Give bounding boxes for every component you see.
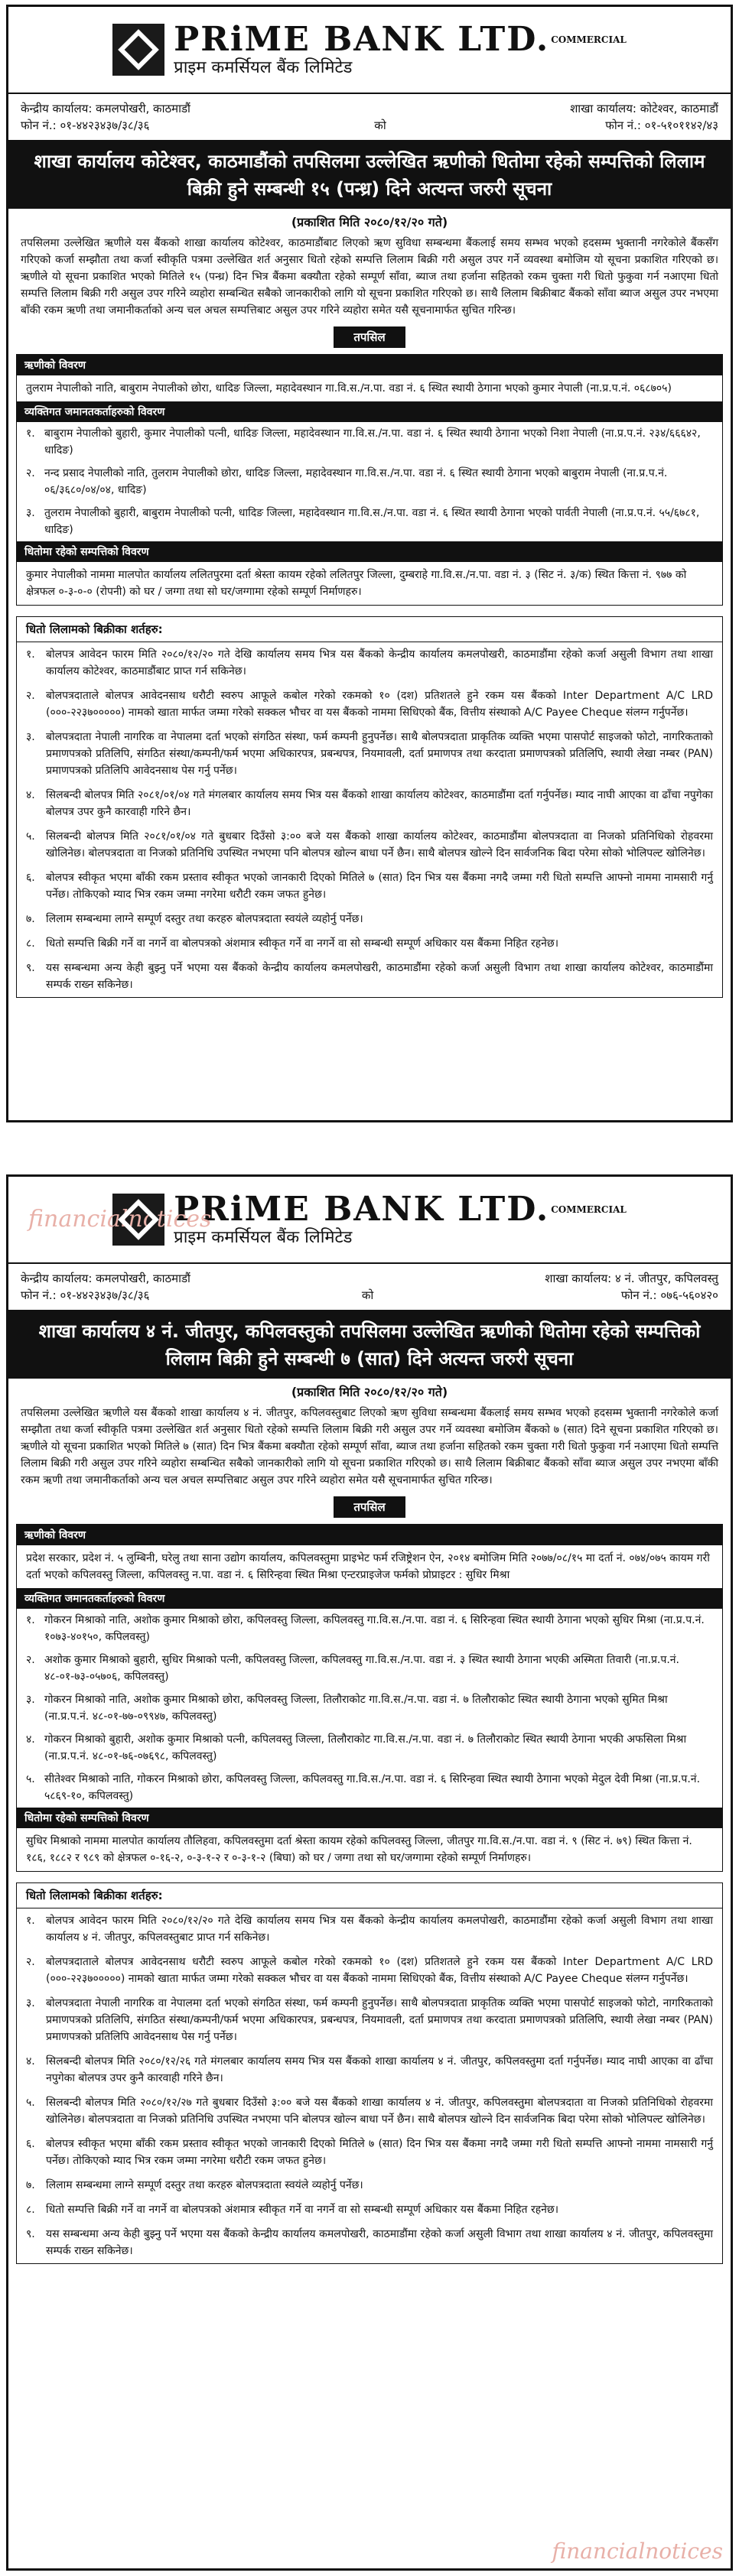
collateral-head: धितोमा रहेको सम्पत्तिको विवरण: [17, 541, 722, 562]
condition-item: ७. लिलाम सम्बन्धमा लाग्ने सम्पूर्ण दस्तुर तथा करहरु बोलपत्रदाता स्वयंले व्यहोर्नु पर्नेछ।: [26, 2179, 363, 2191]
condition-item: १. बोलपत्र आवेदन फारम मिति २०८०/१२/२० गते देखि कार्यालय समय भित्र यस बैंकको केन्द्रीय कार्यालय कमलपोखरी, काठमाडौंमा रहेको कर्जा असुली विभाग तथा शाखा कार्यालय ४ नं. जीतपुर, कपिलवस्तुबाट प्राप्त गर्न सकिनेछ।: [26, 1915, 713, 1944]
notice-intro: तपसिलमा उल्लेखित ऋणीले यस बैंकको शाखा कार्यालय कोटेश्वर, काठमाडौंबाट लिएको ऋण सुविधा सम्बन्धमा बैंकलाई समय सम्भव भएको हदसम्म भुक्तानी नगरेकोले बैंकसँग गरिएको कर्जा सम्झौता तथा कर्जा स्वीकृति पत्रमा उल्लेखित शर्त अनुसार धितो रहेको सम्पत्ति लिलाम बिक्री गरी असुल उपर गर्ने व्यवस्था बमोजिम यो सूचना प्रकाशित गरिएको छ। ऋणीले यो सूचना प्रकाशित भएको मितिले १५ (पन्ध्र) दिन भित्र बैंकमा बक्यौता रहेको सम्पूर्ण साँवा, ब्याज तथा हर्जाना सहितको रकम चुक्ता गरी धितो फुकुवा गर्न नआएमा धितो सम्पत्ति लिलाम बिक्री गरी असुल उपर गरिने व्यहोरा सम्बन्धित सबैको जानकारीको लागि यो सूचना प्रकाशित गरिएको छ। साथै लिलाम बिक्रीबाट बैंकको साँवा ब्याज असुल उपर नभएमा बाँकी रकम ऋणी तथा जमानीकर्ताको अन्य चल अचल सम्पत्तिबाट असुल उपर गरिने व्यहोरा समेत यसै सूचनामार्फत सुचित गरिन्छ।: [21, 237, 718, 317]
guarantor-item: २. अशोक कुमार मिश्राको बुहारी, सुधिर मिश्राको पत्नी, कपिलवस्तु जिल्ला, कपिलवस्तु गा.वि.स./न.पा. वडा नं. ३ स्थित स्थायी ठेगाना भएकी अस्मिता तिवारी (ना.प्र.प.नं. ४८-०१-७३-०५७०६, कपिलवस्तु): [26, 1654, 679, 1683]
notice-title: शाखा कार्यालय कोटेश्वर, काठमाडौंको तपसिलमा उल्लेखित ऋणीको धितोमा रहेको सम्पत्तिको लिलाम बिक्री हुने सम्बन्धी १५ (पन्ध्र) दिने अत्यन्त जरुरी सूचना: [8, 141, 731, 209]
condition-item: ८. धितो सम्पत्ति बिक्री गर्ने वा नगर्ने वा बोलपत्रको अंशमात्र स्वीकृत गर्ने वा नगर्ने वा सो सम्बन्धी सम्पूर्ण अधिकार यस बैंकमा निहित रहनेछ।: [26, 2204, 559, 2216]
central-office-address: केन्द्रीय कार्यालय: कमलपोखरी, काठमाडौं फोन नं.: ०१-४४२३४३७/३८/३६: [21, 1272, 190, 1302]
debtor-head: ऋणीको विवरण: [17, 355, 722, 375]
notice-title: शाखा कार्यालय ४ नं. जीतपुर, कपिलवस्तुको तपसिलमा उल्लेखित ऋणीको धितोमा रहेको सम्पत्तिको लिलाम बिक्री हुने सम्बन्धी ७ (सात) दिने अत्यन्त जरुरी सूचना: [8, 1311, 731, 1379]
guarantor-item: ४. गोकरन मिश्राको बुहारी, अशोक कुमार मिश्राको पत्नी, कपिलवस्तु जिल्ला, तिलौराकोट गा.वि.स./न.पा. वडा नं. ७ तिलौराकोट स्थित स्थायी ठेगाना भएकी अफसिला मिश्रा (ना.प्र.प.नं. ४८-०१-७६-०७६९८, कपिलवस्तु): [26, 1733, 687, 1762]
footer-watermark: financialnotices: [552, 2539, 723, 2564]
condition-item: ९. यस सम्बन्धमा अन्य केही बुझ्नु पर्ने भएमा यस बैंकको केन्द्रीय कार्यालय कमलपोखरी, काठमाडौंमा रहेको कर्जा असुली विभाग तथा शाखा कार्यालय ४ नं. जीतपुर, कपिलवस्तुमा सम्पर्क राख्न सकिनेछ।: [26, 2228, 713, 2257]
condition-item: ५. सिलबन्दी बोलपत्र मिति २०८१/०१/०४ गते बुधबार दिउँसो ३:०० बजे यस बैंकको शाखा कार्यालय कोटेश्वर, काठमाडौंमा बोलपत्रदाता वा निजको प्रतिनिधिको रोहवरमा खोलिनेछ। बोलपत्रदाता वा निजको प्रतिनिधि उपस्थित नभएमा पनि बोलपत्र खोल्न बाधा पर्ने छैन। साथै बोलपत्र खोल्ने दिन सार्वजनिक बिदा परेमा सोको भोलिपल्ट खोलिनेछ।: [26, 830, 713, 859]
auction-conditions: [16, 1882, 723, 2264]
guarantor-item: ३. तुलराम नेपालीको बुहारी, बाबुराम नेपालीको पत्नी, धादिङ जिल्ला, महादेवस्थान गा.वि.स./न.पा. वडा नं. ६ स्थित स्थायी ठेगाना भएको पार्वती नेपाली (ना.प्र.प.नं. ५५/६७८१, धादिङ): [26, 507, 700, 536]
guarantor-item: १. गोकरन मिश्राको नाति, अशोक कुमार मिश्राको छोरा, कपिलवस्तु जिल्ला, कपिलवस्तु गा.वि.स./न.पा. वडा नं. ६ सिरिन्हवा स्थित स्थायी ठेगाना भएको सुधिर मिश्रा (ना.प्र.प.नं. १०७३-४०१५०, कपिलवस्तु): [26, 1614, 705, 1643]
condition-item: ३. बोलपत्रदाता नेपाली नागरिक वा नेपालमा दर्ता भएको संगठित संस्था, फर्म कम्पनी हुनुपर्नेछ। साथै बोलपत्रदाता प्राकृतिक व्यक्ति भएमा पासपोर्ट साइजको फोटो, नागरिकताको प्रमाणपत्रको प्रतिलिपि, संगठित संस्था/कम्पनी/फर्म भएमा अधिकारपत्र, प्रबन्धपत्र, नियमावली, दर्ता प्रमाणपत्र तथा करदाता प्रमाणपत्रको प्रतिलिपि, स्थायी लेखा नम्बर (PAN) प्रमाणपत्रको प्रतिलिपि आवेदनसाथ पेस गर्नु पर्नेछ।: [26, 731, 713, 777]
guarantor-item: २. नन्द प्रसाद नेपालीको नाति, तुलराम नेपालीको छोरा, धादिङ जिल्ला, महादेवस्थान गा.वि.स./न.पा. वडा नं. ६ स्थित स्थायी ठेगाना भएको बाबुराम नेपाली (ना.प्र.प.नं. ०६/३६८०/०४/०४, धादिङ): [26, 467, 668, 496]
collateral-body: कुमार नेपालीको नाममा मालपोत कार्यालय ललितपुरमा दर्ता श्रेस्ता कायम रहेको ललितपुर जिल्ला, दुम्बराहे गा.वि.स./न.पा. वडा नं. ३ (सिट नं. ३/क) स्थित कित्ता नं. ९७७ को क्षेत्रफल ०-३-०-० (रोपनी) को घर / जग्गा तथा सो घर/जग्गामा रहेको सम्पूर्ण निर्माणहरु।: [26, 569, 687, 598]
debtor-details: [16, 1524, 723, 1872]
address-row: [8, 1264, 731, 1311]
condition-item: ३. बोलपत्रदाता नेपाली नागरिक वा नेपालमा दर्ता भएको संगठित संस्था, फर्म कम्पनी हुनुपर्नेछ। साथै बोलपत्रदाता प्राकृतिक व्यक्ति भएमा पासपोर्ट साइजको फोटो, नागरिकताको प्रमाणपत्रको प्रतिलिपि, संगठित संस्था/कम्पनी/फर्म भएमा अधिकारपत्र, प्रबन्धपत्र, नियमावली, दर्ता प्रमाणपत्र तथा करदाता प्रमाणपत्रको प्रतिलिपि, स्थायी लेखा नम्बर (PAN) प्रमाणपत्रको प्रतिलिपि आवेदनसाथ पेस गर्नु पर्नेछ।: [26, 1997, 713, 2043]
condition-item: ८. धितो सम्पत्ति बिक्री गर्ने वा नगर्ने वा बोलपत्रको अंशमात्र स्वीकृत गर्ने वा नगर्ने वा सो सम्बन्धी सम्पूर्ण अधिकार यस बैंकमा निहित रहनेछ।: [26, 937, 559, 950]
bank-name: PRiME BANK LTD. $^{COMMERCIAL}$: [174, 1190, 627, 1229]
condition-item: ५. सिलबन्दी बोलपत्र मिति २०८०/१२/२७ गते बुधबार दिउँसो ३:०० बजे यस बैंकको शाखा कार्यालय ४ नं. जीतपुर, कपिलवस्तुमा बोलपत्रदाता वा निजको प्रतिनिधिको रोहवरमा खोलिनेछ। बोलपत्रदाता वा निजको प्रतिनिधि उपस्थित नभएमा पनि बोलपत्र खोल्न बाधा पर्ने छैन। साथै बोलपत्र खोल्ने दिन सार्वजनिक बिदा परेमा सोको भोलिपल्ट खोलिनेछ।: [26, 2097, 713, 2126]
publish-date: (प्रकाशित मिति २०८०/१२/२० गते): [291, 1385, 448, 1399]
conditions-head: धितो लिलामको बिक्रीका शर्तहरु:: [17, 1883, 722, 1908]
bank-logo: [112, 21, 627, 78]
condition-item: ४. सिलबन्दी बोलपत्र मिति २०८१/०१/०४ गते मंगलबार कार्यालय समय भित्र यस बैंकको शाखा कार्यालय कोटेश्वर, काठमाडौंमा दर्ता गर्नुपर्नेछ। म्याद नाघी आएका वा ढाँचा नपुगेका बोलपत्र उपर कुनै कारवाही गरिने छैन।: [26, 789, 713, 818]
collateral-body: सुधिर मिश्राको नाममा मालपोत कार्यालय तौलिहवा, कपिलवस्तुमा दर्ता श्रेस्ता कायम रहेको कपिलवस्तु जिल्ला, जीतपुर गा.वि.स./न.पा. वडा नं. ९ (सिट नं. ७९) स्थित कित्ता नं. १८६, १८८२ र ९८९ को क्षेत्रफल ०-१६-२, ०-३-१-२ र ०-३-१-२ (बिघा) को घर / जग्गा तथा सो घर/जग्गामा रहेको सम्पूर्ण निर्माणहरु।: [26, 1835, 692, 1864]
auction-notice-kotesvar: [6, 5, 733, 1122]
schedule-label: तपसिल: [8, 1496, 731, 1518]
notice-intro: तपसिलमा उल्लेखित ऋणीले यस बैंकको शाखा कार्यालय ४ नं. जीतपुर, कपिलवस्तुबाट लिएको ऋण सुविधा सम्बन्धमा बैंकलाई समय सम्भव भएको हदसम्म भुक्तानी नगरेकोले कर्जा सम्झौता तथा कर्जा स्वीकृति पत्रमा उल्लेखित शर्त अनुसार धितो रहेको सम्पत्ति लिलाम बिक्री गरी असुल उपर गर्ने व्यवस्था बमोजिम बैंकको ७ (सात) दिने सूचना प्रकाशित गरिएको छ। ऋणीले यो सूचना प्रकाशित भएको मितिले ७ (सात) दिन भित्र बैंकमा बक्यौता रहेको सम्पूर्ण साँवा, ब्याज तथा हर्जाना सहितको रकम चुक्ता गरी धितो फुकुवा गर्न नआएमा धितो सम्पत्ति लिलाम बिक्री गरी असुल उपर गरिने व्यहोरा सम्बन्धित सबैको जानकारीको लागि यो सूचना प्रकाशित गरिएको छ। साथै लिलाम बिक्रीबाट बैंकको साँवा ब्याज असुल उपर नभएमा बाँकी रकम ऋणी तथा जमानीकर्ताको अन्य चल अचल सम्पत्तिबाट असुल उपर गरिने व्यहोरा समेत यसै सूचनामार्फत सुचित गरिन्छ।: [21, 1407, 718, 1486]
bank-name-nepali: प्राइम कमर्सियल बैंक लिमिटेड: [174, 1228, 353, 1247]
debtor-body: तुलराम नेपालीको नाति, बाबुराम नेपालीको छोरा, धादिङ जिल्ला, महादेवस्थान गा.वि.स./न.पा. वडा नं. ६ स्थित स्थायी ठेगाना भएको कुमार नेपाली (ना.प्र.प.नं. ०६८७०५): [26, 382, 672, 395]
condition-item: ४. सिलबन्दी बोलपत्र मिति २०८०/१२/२६ गते मंगलबार कार्यालय समय भित्र यस बैंकको शाखा कार्यालय ४ नं. जीतपुर, कपिलवस्तुमा दर्ता गर्नुपर्नेछ। म्याद नाघी आएका वा ढाँचा नपुगेका बोलपत्र उपर कुनै कारवाही गरिने छैन।: [26, 2055, 713, 2084]
condition-item: २. बोलपत्रदाताले बोलपत्र आवेदनसाथ धरौटी स्वरुप आफूले कबोल गरेको रकमको १० (दश) प्रतिशतले हुने रकम यस बैंकको Inter Department A/C LRD (०००-२२३७०००००) नामको खाता मार्फत जम्मा गरेको सक्कल भौचर वा यस बैंकको नाममा सिधिएको बैंक, वित्तीय संस्थाको A/C Payee Cheque संलग्न गर्नुपर्नेछ।: [26, 690, 713, 719]
condition-item: २. बोलपत्रदाताले बोलपत्र आवेदनसाथ धरौटी स्वरुप आफूले कबोल गरेको रकमको १० (दश) प्रतिशतले हुने रकम यस बैंकको Inter Department A/C LRD (०००-२२३७०००००) नामको खाता मार्फत जम्मा गरेको सक्कल भौचर वा यस बैंकको नाममा सिधिएको बैंक, वित्तीय संस्थाको A/C Payee Cheque संलग्न गर्नुपर्नेछ।: [26, 1956, 713, 1985]
bank-header: [8, 7, 731, 94]
bank-name-nepali: प्राइम कमर्सियल बैंक लिमिटेड: [174, 58, 353, 77]
bank-name: PRiME BANK LTD. $^{COMMERCIAL}$: [174, 20, 627, 59]
condition-item: ७. लिलाम सम्बन्धमा लाग्ने सम्पूर्ण दस्तुर तथा करहरु बोलपत्रदाता स्वयंले व्यहोर्नु पर्नेछ।: [26, 913, 363, 925]
bank-logo-icon: [112, 1194, 164, 1246]
central-office-address: केन्द्रीय कार्यालय: कमलपोखरी, काठमाडौं फोन नं.: ०१-४४२३४३७/३८/३६: [21, 102, 190, 132]
address-connector: को: [374, 119, 386, 132]
bank-header: [8, 1177, 731, 1264]
conditions-head: धितो लिलामको बिक्रीका शर्तहरु:: [17, 617, 722, 642]
address-connector: को: [361, 1288, 374, 1302]
guarantor-head: व्यक्तिगत जमानतकर्ताहरुको विवरण: [17, 1588, 722, 1609]
guarantor-item: ३. गोकरन मिश्राको नाति, अशोक कुमार मिश्राको छोरा, कपिलवस्तु जिल्ला, तिलौराकोट गा.वि.स./न.पा. वडा नं. ७ तिलौराकोट स्थित स्थायी ठेगाना भएको सुमित मिश्रा (ना.प्र.प.नं. ४८-०१-७७-०९९४७, कपिलवस्तु): [26, 1694, 668, 1723]
debtor-head: ऋणीको विवरण: [17, 1525, 722, 1545]
guarantor-item: ५. सीतेश्वर मिश्राको नाति, गोकरन मिश्राको छोरा, कपिलवस्तु जिल्ला, कपिलवस्तु गा.वि.स./न.पा. वडा नं. ६ सिरिन्हवा स्थित स्थायी ठेगाना भएको मेदुल देवी मिश्रा (ना.प्र.प.नं. ५८६९-१०, कपिलवस्तु): [26, 1773, 701, 1802]
auction-notice-jitpur: [6, 1174, 733, 2571]
branch-office-address: शाखा कार्यालय: ४ नं. जीतपुर, कपिलवस्तु फोन नं.: ०७६-५६०४२०: [545, 1272, 718, 1302]
debtor-details: [16, 354, 723, 606]
condition-item: ९. यस सम्बन्धमा अन्य केही बुझ्नु पर्ने भएमा यस बैंकको केन्द्रीय कार्यालय कमलपोखरी, काठमाडौंमा रहेको कर्जा असुली विभाग तथा शाखा कार्यालय कोटेश्वर, काठमाडौंमा सम्पर्क राख्न सकिनेछ।: [26, 962, 713, 991]
guarantor-head: व्यक्तिगत जमानतकर्ताहरुको विवरण: [17, 401, 722, 422]
address-row: [8, 94, 731, 141]
condition-item: १. बोलपत्र आवेदन फारम मिति २०८०/१२/२० गते देखि कार्यालय समय भित्र यस बैंकको केन्द्रीय कार्यालय कमलपोखरी, काठमाडौंमा रहेको कर्जा असुली विभाग तथा शाखा कार्यालय कोटेश्वर, काठमाडौंबाट प्राप्त गर्न सकिनेछ।: [26, 648, 713, 677]
debtor-body: प्रदेश सरकार, प्रदेश नं. ५ लुम्बिनी, घरेलु तथा साना उद्योग कार्यालय, कपिलवस्तुमा प्राइभेट फर्म रजिष्ट्रेशन ऐन, २०१४ बमोजिम मिति २०७७/०८/१५ मा दर्ता नं. ०७४/०७५ कायम गरी दर्ता भएको कपिलवस्तु जिल्ला, कपिलवस्तु न.पा. वडा नं. ६ सिरिन्हवा स्थित मिश्रा एन्टरप्राइजेज फर्मको प्रोप्राइटर : सुधिर मिश्रा: [26, 1552, 710, 1581]
schedule-label: तपसिल: [8, 326, 731, 348]
auction-conditions: [16, 616, 723, 998]
guarantor-item: १. बाबुराम नेपालीको बुहारी, कुमार नेपालीको पत्नी, धादिङ जिल्ला, महादेवस्थान गा.वि.स./न.पा. वडा नं. ६ स्थित स्थायी ठेगाना भएको निशा नेपाली (ना.प्र.प.नं. २३४/६६६४२, धादिङ): [26, 427, 701, 456]
branch-office-address: शाखा कार्यालय: कोटेश्वर, काठमाडौं फोन नं.: ०१-५१०११४२/४३: [570, 102, 718, 132]
bank-logo-icon: [112, 24, 164, 76]
collateral-head: धितोमा रहेको सम्पत्तिको विवरण: [17, 1808, 722, 1828]
condition-item: ६. बोलपत्र स्वीकृत भएमा बाँकी रकम प्रस्ताव स्वीकृत भएको जानकारी दिएको मितिले ७ (सात) दिन भित्र यस बैंकमा नगदै जम्मा गरी धितो सम्पत्ति आफ्नो नाममा नामसारी गर्नु पर्नेछ। तोकिएको म्याद भित्र रकम जम्मा नगरेमा धरौटी रकम जफत हुनेछ।: [26, 2138, 713, 2167]
condition-item: ६. बोलपत्र स्वीकृत भएमा बाँकी रकम प्रस्ताव स्वीकृत भएको जानकारी दिएको मितिले ७ (सात) दिन भित्र यस बैंकमा नगदै जम्मा गरी धितो सम्पत्ति आफ्नो नाममा नामसारी गर्नु पर्नेछ। तोकिएको म्याद भित्र रकम जम्मा नगरेमा धरौटी रकम जफत हुनेछ।: [26, 872, 713, 901]
watermark-text: financialnotices: [28, 1206, 212, 1233]
publish-date: (प्रकाशित मिति २०८०/१२/२० गते): [291, 215, 448, 229]
